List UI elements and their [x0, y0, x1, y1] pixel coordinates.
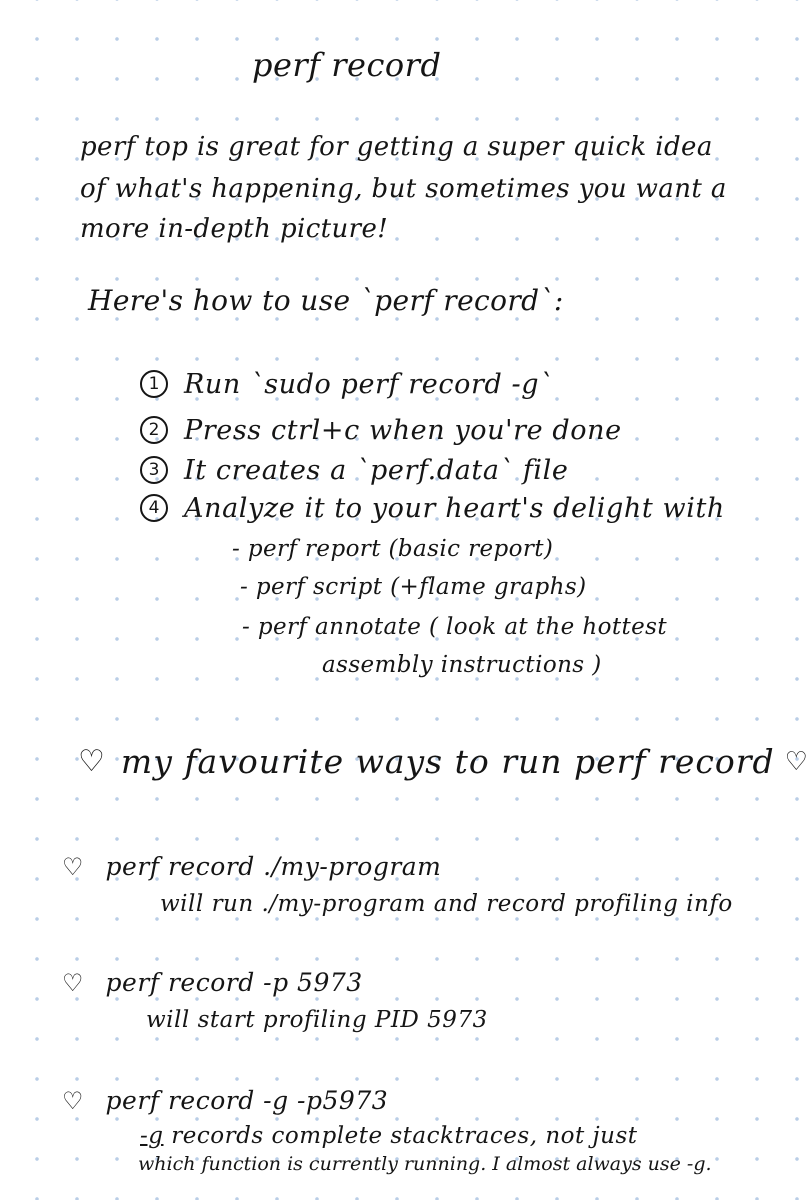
step-4-number: 4 [140, 494, 168, 522]
step-2-text: Press ctrl+c when you're done [184, 414, 622, 446]
favourites-heading-text: my favourite ways to run perf record [120, 742, 775, 781]
analyze-option-annotate-cont: assembly instructions ) [322, 652, 602, 678]
favourite-item-2 [62, 968, 488, 1033]
favourite-description: will start profiling PID 5973 [146, 1007, 488, 1033]
step-2 [140, 410, 622, 450]
heart-icon: ♡ [78, 743, 105, 779]
heart-icon: ♡ [62, 968, 84, 997]
intro-line-3: more in-depth picture! [80, 214, 389, 244]
analyze-option-script: - perf script (+flame graphs) [240, 574, 587, 600]
favourites-heading [78, 742, 808, 781]
favourite-item-1 [62, 852, 733, 917]
favourite-item-3 [62, 1086, 712, 1175]
step-1-number: 1 [140, 370, 168, 398]
analyze-option-annotate: - perf annotate ( look at the hottest [242, 614, 667, 640]
heart-icon: ♡ [62, 852, 84, 881]
favourite-description-line-2: which function is currently running. I almost always use -g. [138, 1153, 712, 1175]
step-4 [140, 488, 725, 528]
intro-line-2: of what's happening, but sometimes you want a [80, 174, 727, 204]
favourite-description: will run ./my-program and record profiling info [160, 891, 733, 917]
favourite-description-rest: records complete stacktraces, not just [163, 1123, 638, 1149]
step-3-number: 3 [140, 456, 168, 484]
step-2-number: 2 [140, 416, 168, 444]
step-3-text: It creates a `perf.data` file [184, 454, 569, 486]
step-1-text: Run `sudo perf record -g` [184, 368, 554, 400]
flag-g-label: -g [140, 1123, 164, 1149]
howto-heading: Here's how to use `perf record`: [88, 284, 564, 317]
page-title: perf record [252, 46, 442, 84]
favourite-command: perf record -g -p5973 [105, 1086, 389, 1115]
step-1 [140, 364, 553, 404]
favourite-description [140, 1123, 712, 1149]
heart-icon: ♡ [62, 1086, 84, 1115]
step-4-text: Analyze it to your heart's delight with [184, 492, 725, 524]
heart-icon: ♡ [784, 746, 808, 777]
step-3 [140, 450, 568, 490]
favourite-command: perf record -p 5973 [105, 968, 363, 997]
analyze-option-report: - perf report (basic report) [232, 536, 554, 562]
favourite-command: perf record ./my-program [105, 852, 442, 881]
intro-line-1: perf top is great for getting a super quick idea [80, 132, 713, 162]
